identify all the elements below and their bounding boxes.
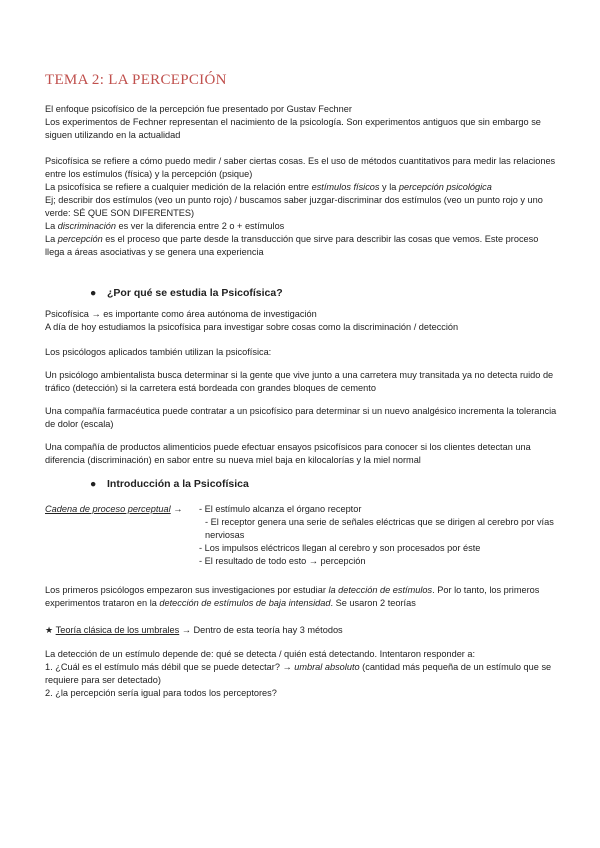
chain-step-4: - El resultado de todo esto → percepción <box>199 556 366 566</box>
text-span: La <box>45 221 58 231</box>
question-1 <box>45 661 560 687</box>
perceptual-chain-steps <box>199 503 559 568</box>
text-span: (cantidad más pequeña de un estímulo que se requiere para ser detectado) <box>45 662 552 685</box>
text-span: es ver la diferencia entre 2 o + estímulos <box>116 221 285 231</box>
section1-lines <box>45 308 560 334</box>
theory-label: Teoría clásica de los umbrales <box>55 625 180 635</box>
intro-paragraph-2: Los experimentos de Fechner representan el nacimiento de la psicología. Son experimentos antiguos que sin embargo se siguen utilizando en la actualidad <box>45 117 541 140</box>
question-2: 2. ¿la percepción sería igual para todos los perceptores? <box>45 688 277 698</box>
perceptual-chain-label <box>45 503 182 516</box>
paragraph: Una compañía de productos alimenticios puede efectuar ensayos psicofísicos para conocer si los clientes detectan una diferencia (discriminación) en sabor entre su nueva miel baja en kilocalorías y la miel normal <box>45 442 531 465</box>
definition-discriminacion <box>45 220 560 233</box>
section1-applied <box>45 346 560 359</box>
chain-step-1: - El estímulo alcanza el órgano receptor <box>199 504 362 514</box>
paragraph: La detección de un estímulo depende de: qué se detecta / quién está detectando. Intentaron responder a: <box>45 649 476 659</box>
emphasis-discriminacion: discriminación <box>57 221 116 231</box>
text-span: . Se usaron 2 teorías <box>330 598 416 608</box>
paragraph <box>45 584 560 610</box>
chain-step-3: - Los impulsos eléctricos llegan al cerebro y son procesados por éste <box>199 543 481 553</box>
paragraph: Un psicólogo ambientalista busca determinar si la gente que vive junto a una carretera muy transitada ya no detecta ruido de tráfico (detección) si la carretera está bordeada con grandes bloques de cemento <box>45 370 554 393</box>
star-icon: ★ <box>45 625 54 635</box>
section1-example-pharma <box>45 405 560 431</box>
text-span: y la <box>379 182 399 192</box>
definition-percepcion <box>45 233 560 259</box>
paragraph: Una compañía farmacéutica puede contratar a un psicofísico para determinar si un nuevo analgésico incrementa la tolerancia de dolor (escala) <box>45 406 557 429</box>
emphasis-percepcion-psicologica: percepción psicológica <box>398 182 492 192</box>
definition-medicion <box>45 181 560 194</box>
bullet-icon: ● <box>90 287 97 299</box>
emphasis-estimulos-fisicos: estímulos físicos <box>311 182 380 192</box>
chain-label-text: Cadena de proceso perceptual <box>45 504 171 514</box>
arrow-right-icon: → <box>173 504 183 514</box>
paragraph: Los psicólogos aplicados también utilizan la psicofísica: <box>45 347 272 357</box>
text-span: Los primeros psicólogos empezaron sus investigaciones por estudiar <box>45 585 329 595</box>
definition-section <box>45 155 560 259</box>
definition-psicofisica: Psicofísica se refiere a cómo puedo medir / saber ciertas cosas. Es el uso de métodos cuantitativos para medir las relaciones entre los estímulos (física) y la percepción (psique) <box>45 156 556 179</box>
section1-example-food <box>45 441 560 467</box>
document-title: TEMA 2: LA PERCEPCIÓN <box>45 72 227 88</box>
intro-section <box>45 103 560 142</box>
detection-section <box>45 648 560 700</box>
section-heading-text: Introducción a la Psicofísica <box>107 478 249 490</box>
section1-example-environment <box>45 369 560 395</box>
text-span: . Por lo tanto, los primeros experimentos trataron en la <box>45 585 540 608</box>
paragraph: A día de hoy estudiamos la psicofísica para investigar sobre cosas como la discriminación / detección <box>45 322 459 332</box>
text-span: La <box>45 234 58 244</box>
emphasis-percepcion: percepción <box>57 234 103 244</box>
chain-step-2: - El receptor genera una serie de señales eléctricas que se dirigen al cerebro por vías nerviosas <box>205 517 554 540</box>
section2-early-research <box>45 584 560 610</box>
theory-line <box>45 624 560 637</box>
text-span: La psicofísica se refiere a cualquier medición de la relación entre <box>45 182 312 192</box>
bullet-icon: ● <box>90 478 97 490</box>
emphasis-deteccion: la detección de estímulos <box>328 585 433 595</box>
example-paragraph: Ej; describir dos estímulos (veo un punto rojo) / buscamos saber juzgar-discriminar dos estímulos (veo un punto rojo y uno verde: SÉ QUE SON DIFERENTES) <box>45 195 543 218</box>
text-span: → Dentro de esta teoría hay 3 métodos <box>179 625 343 635</box>
section-heading-text: ¿Por qué se estudia la Psicofísica? <box>107 287 283 299</box>
text-span: es el proceso que parte desde la transducción que sirve para describir las cosas que vemos. Este proceso llega a áreas asociativas y se genera una experiencia <box>45 234 539 257</box>
emphasis-umbral-absoluto: umbral absoluto <box>294 662 360 672</box>
text-span: 1. ¿Cuál es el estímulo más débil que se puede detectar? → <box>45 662 295 672</box>
emphasis-baja-intensidad: detección de estímulos de baja intensidad <box>159 598 331 608</box>
intro-paragraph-1: El enfoque psicofísico de la percepción fue presentado por Gustav Fechner <box>45 104 352 114</box>
paragraph: Psicofísica → es importante como área autónoma de investigación <box>45 309 317 319</box>
paragraph <box>45 624 560 637</box>
